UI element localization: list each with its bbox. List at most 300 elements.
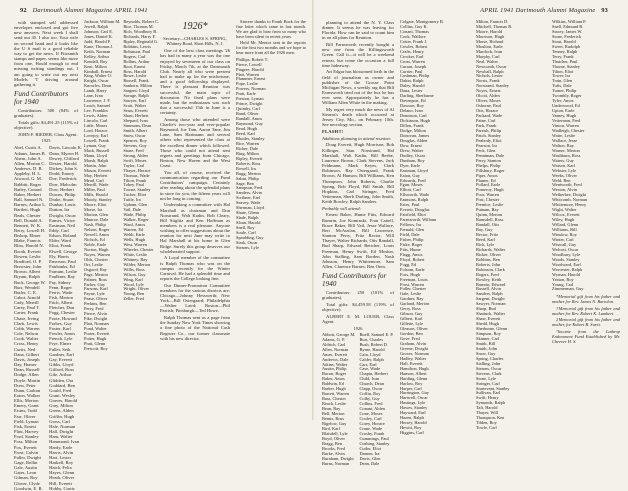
contributor-name: Powers, Norman [236,86,266,92]
contributor-name: Noyes, Warren [84,251,111,257]
right-class-year-heading: 1926 [353,325,363,331]
contributor-name: Rowley, Keith [476,276,502,282]
contributor-name: Sweet, Rudolph [552,43,581,49]
contributor-name: Eastman, Neil [49,222,76,228]
contributor-name: Bennett, W. K. [14,222,42,228]
contributor-name: Beals, Chester [14,212,41,218]
contributor-name: Ahern, John A. [14,155,42,161]
contributor-name: Parrish, Philip [476,127,502,133]
paragraph: with stamped self addressed envelopes enclosed and got five new answers. Next week I shall send out 45. I also too. Your wife on second hand and it looks like the U S mail is a good reliable way to get the news. If Fitzsmith stamps and paper, seems like more from one, Hould enough to end missing writing standings out. I am going to write out my next Models 'T driving around gathering it. [14,20,78,87]
contributor-name: Fairbanks, Ed [49,264,75,270]
contributor-name: Kendall, Roy [84,58,108,64]
contributor-name: Austin, Philip [322,366,347,372]
right-column-1 [322,20,394,466]
contributor-name: Wentworth, Fred [552,182,582,188]
contributor-name: Snow, Oscar [123,132,146,138]
contributor-name: Payne, Lyle [84,291,105,297]
contributor-name: Oliver, Moses [476,98,501,104]
contributor-name: Goodwin, E. B. [14,485,43,491]
contributor-name: Yeaton, Roy [552,276,574,282]
contributor-name: Dana, Lester [400,88,423,94]
contributor-name: Edwards, Fred [400,177,426,183]
contributor-name: Edson, Roland [49,233,77,239]
contributor-name: Tucker, Eliot [123,192,147,198]
contributor-name: Noyes, Ernest [476,88,501,94]
contributor-name: Rand, Oliver [236,111,259,117]
contributor-name: Stevens, Guy [123,142,147,148]
contributor-name: Cady, Merrill [14,300,39,306]
contributor-name: Higgins, Carl [400,430,424,436]
contributor-name: Robinson, Paul [123,48,151,54]
contributor-name: Fellows, Ira [400,222,421,228]
contributor-name: Cabot, Arnold [14,295,41,300]
contributor-name: Judd, Harold F. [84,38,111,44]
contributor-name: Lowell, Frank [84,137,109,143]
contributor-name: Burr, Wendell [14,284,40,290]
contributor-name: Bishop, Elmer [14,233,41,239]
contributor-name: Grant, Wesley [49,392,76,398]
contributor-name: Drew, Walter [400,147,424,153]
contributor-name: Prince, Dwight [236,101,263,107]
contributor-name: Fletcher, Don [49,305,75,311]
contributor-name: Smith, Bill [476,340,496,346]
contributor-name: Davis, Glen [359,455,381,461]
contributor-name: Field, Dale [400,231,420,237]
contributor-name: Farnum, Leslie [49,269,77,275]
contributor-name: Pillsbury, Roger [476,167,505,173]
contributor-name: Gleason, Oliver [400,326,428,332]
contributor-name: Fenn, Roger [49,284,72,290]
contributor-name: Gross, Carl [49,418,71,424]
contributor-name: Snow, Guy [476,350,496,356]
contributor-name: Woodbury, Lyle [552,251,581,257]
contributor-name: Stone, Lyle [476,375,496,381]
contributor-name: Page, Merton [84,271,108,277]
contributor-name: Stearns, Oscar [476,365,502,371]
contributor-name: Nash, Philip [84,222,106,228]
class-notes-paragraphs-b [160,202,230,341]
contributor-name: Eastman, Lloyd [400,167,428,173]
contributor-name: Reed, Karl [236,130,256,136]
contributor-name: Pierce, Alvin [84,311,107,317]
contributor-name: Knight, Oscar [84,78,109,84]
contributor-name: Fay, Sidney [49,279,71,285]
contributor-name: Soule, Carl [236,230,256,236]
contributor-name: Warner, Merton [552,147,580,153]
contributor-name: Dow, Herbert [49,186,75,192]
contributor-name: Porter, Everett [84,331,110,337]
contributor-name: Forbes, Guy [49,320,72,326]
contributor-name: Bass, Chester [322,396,346,402]
contributor-name: Richards, Walter [476,246,506,252]
contributor-name: Fuller, Dwight [14,454,41,460]
contributor-name: Thayer, Horace [123,167,151,173]
contributor-name: Tyler, Amos [552,98,574,104]
contributor-name: Wight, Walter [552,207,577,213]
contributor-name: Jones, Daniel K. [84,33,114,39]
paragraph: Bill Farnsworth recently bought a new one from the Killingsworth Green. Call it—it will be a weekend retreat, but come the occasion a full time hideaway. [322,42,394,68]
contributor-name: Robbins, Ben [476,256,500,262]
contributor-name: Conant, Thomas [400,28,429,34]
contributor-name: Dodge, Allen [14,372,39,378]
contributor-name: Phelps, Philip [476,162,501,168]
contributor-name: Adams, G. P. [322,336,346,342]
contributor-name: Kimball, Ernest [84,68,112,74]
contributor-name: Moore, Harold [476,28,503,34]
contributor-name: Shaw, Herbert [123,113,149,119]
contributor-name: Moore, Eliot [84,202,107,208]
paragraph: My regret very much the news of Al Stearns's death which occurred at Jersey City, Mo., on February 10th. See necrology section. [322,107,394,128]
contributor-name: Frost, Calvin [14,449,38,455]
contributor-name: Daley, Harold [400,83,425,89]
contributor-list-c [84,20,120,352]
footnote: *Memorial gift from his father and mother for Rev. James N. Bartolon. [552,294,620,305]
contributor-name: Strong, Alden [123,152,148,158]
contributor-names-2 [84,19,160,352]
contributor-name: Wheeler, Chester [123,246,154,252]
left-issue-date: APRIL 1941 [114,7,148,14]
contributor-name: Randall, Otis [476,222,500,228]
contributor-name: Cross, Warren [400,58,425,64]
contributor-name: Rice, Thomas M. [123,23,154,29]
contributor-name: Clapp, Oscar [359,386,383,392]
contributor-name: Brown, Albert [14,269,41,275]
contributor-name: Carr, Earl [359,361,377,367]
contributor-name: Rector, Fritz [476,231,499,237]
contributor-name: Atwood, G. M. [14,176,42,182]
contributor-name: Cummings, Paul [359,435,389,441]
contributor-name: Johnson, Carl E. [84,28,114,34]
contributor-name: Wolcott, Oscar [552,246,579,252]
contributor-name: Bartlett, Hugh [14,207,41,213]
contributor-name: Rich, Woodbury B. [123,28,158,34]
contributor-name: Tufts, Dale [552,83,572,89]
contributor-name: Evans, Todd [14,408,37,414]
contributor-name: Spaulding, Guy [236,234,264,240]
contributor-name: Little, Moses [84,123,108,129]
contributor-name: Osborne, Paul [476,103,501,109]
contributor-name: Washburn, Ross [552,152,581,158]
contributor-name: Harlow, Roy [400,380,423,386]
contributor-name: Snell, Roy [236,225,255,231]
contributor-name: Shaw, Everett [476,316,501,322]
contributor-name: Doyle, Martin [14,377,41,383]
contributor-name: Wing, Karl [123,276,143,282]
contributor-name: Prentice, Leslie [476,202,504,208]
left-column-4 [236,20,306,414]
contributor-name: Russell, Alvin [476,286,501,292]
contributor-name: Damon, Ira [359,450,380,456]
contributor-name: Sanders, Alvin [236,190,262,196]
contributor-name: Hanson, Albert [400,370,427,376]
contributor-name: Crocker, Earl [400,53,424,59]
contributor-name: Waters, Guy [552,157,574,163]
contributor-name: Buell, Samuel E. P. [359,331,394,337]
contributor-list-d [123,20,159,352]
contributor-name: Emerson, Paul [49,258,76,264]
contributor-name: Smith, Albert [123,127,147,133]
contributor-name: Scribner, Earl [236,195,261,201]
paragraph: planning to attend the N. Y. Class dinner. It seems he was leaving for Florida. How can he said to count him in on all plans for Reunion. [322,20,394,41]
right-contributor-list-c [400,20,470,436]
contributor-name: Colby, Guy [359,396,380,402]
contributor-name: Norstrand, Stanley [476,83,509,89]
contributor-name: Mitchell, Thomas R. [476,23,513,29]
contributor-name: Taylor, Carl [123,162,145,168]
contributor-name: Dwight, Oscar [49,212,76,218]
contributor-name: Pierce, Lowell [236,61,262,67]
contributor-name: Seavey, Wade [236,200,261,206]
contributor-name: Munroe, Dale [84,217,109,223]
contributor-name: Paine, Carl [476,118,496,124]
contributor-name: Curtis, Ned [14,346,36,352]
contributor-name: Lee, Franklin [84,108,108,114]
memorial-footnotes [552,295,620,344]
contributor-name: Walton, Ray [552,142,574,148]
contributor-name: Orr, Leslie [84,261,103,267]
contributor-name: Reed, Karl [476,236,496,242]
contributor-name: Bell, Donald A. [14,217,43,223]
contributor-name: Foss, Hugh [400,271,421,277]
contributor-name: Freeman, Louis [400,276,428,282]
contributor-name: Gibson, Guy [400,311,423,317]
fund-summary-line: Contributors: 250 (101% of graduates). [322,290,394,301]
contributor-name: Webb, Earle [123,231,145,237]
class-year-heading: 1925 [41,138,51,144]
contributor-name: Wilcox, Everett [552,212,580,218]
contributor-name: Field, Lyman [14,418,39,424]
contributor-name: Sharp, Bud [476,306,496,312]
contributor-name: Upton, Earle [552,108,575,114]
contributor-name: Martin, John [84,162,107,168]
contributor-name: Wilder, Merton [123,261,151,267]
contributor-name: Woodward, Earl [552,261,581,267]
contributor-name: Hayward, Earl [400,410,426,416]
left-column-2 [84,19,160,414]
contributor-name: Sears, Everett [123,108,148,114]
contributor-name: Towle, Carl [476,425,497,431]
contributor-name: Stacey, James W. [552,28,583,34]
contributor-name: Fuller, Seth [49,346,71,352]
contributor-name: Andrews, Dale [322,356,349,362]
contributor-name: Bliss, Harold N. [14,243,44,249]
contributor-name: Hale, Norman [49,423,76,429]
contributor-name: Shedd, Hugh [476,321,499,327]
contributor-name: Barrett, Warren [322,391,350,397]
contributor-name: Dennison, Carl [400,113,427,119]
contributor-name: Lamb, Harry [84,88,107,94]
probably-attendees: Ernest Baker, Hume Fitts, Edward Rumrin, Joe Kominski, Fran Cattell, Brace Baker, Bill Vail, Jesse Wallace, Bert McAuslan, Bill Lawrence, Stanton Perry, Fritz Rector, Will Thayer, Walter Richards, Otis Randall, Bud Sharp, Edward Bettcher, Louis Freeman, Henry Swift, Ed Mosher, John Stalling, Sam Borden, Nash Johnson, Henry Whittemore, Sam Allen, Clarence Barnes, Ben Oren. [322,212,394,270]
contributor-name: Hayes, Glenn [49,470,75,476]
contributor-name: Baldwin, Ed [322,381,344,387]
paragraph: Ralph Thomas sent us a page from the Sunday New York Times showing a fine photo of the National Cash Register Co., our former classmate with his new director. [160,315,230,341]
contributor-name: Hewitt, Roy [400,425,422,431]
contributor-name: Towne, Stanley [123,187,151,193]
contributor-name: Tower, Ira [552,73,571,79]
contributor-name: Thayer, Will [476,410,498,416]
fund-contributors-heading: Fund Contributors for 1940 [14,90,69,107]
contributor-name: Hall, Dwight [49,429,74,435]
contributor-name: Wilson, Guy [123,271,146,277]
contributor-name: West, Warren [123,241,147,247]
contributor-name: Fitch, Albert [49,300,73,306]
contributor-name: Bird, Karl [322,425,340,431]
contributor-name: Ames, Everett [322,351,348,357]
contributor-name: Wiswall, Guy [552,241,577,247]
contributor-name: Bush, Robert D. [359,341,389,347]
contributor-names [14,145,83,491]
contributor-name: Putnam, Ray [476,207,499,213]
contributor-name: Spencer, Roy [123,137,147,143]
right-contributor-list-e [552,20,620,292]
contributor-name: Glidden, Ora [49,377,74,383]
contributor-name: Babbitt, Roger [14,181,42,187]
contributor-name: Young, Ben [123,291,145,297]
contributor-name: Thomas, Wade [123,172,150,178]
fund-summary-line: ALBERT E. M. LOUER, Class Agent. [322,313,394,324]
contributor-name: Otis, Horace [476,108,499,114]
contributor-name: Ring, Milton [236,150,259,156]
contributor-name: Griffin, Hugh [49,413,75,419]
contributor-name: Mack, Russell [84,147,110,153]
contributor-name: Estes, Paul [400,202,420,208]
contributor-name: Pope, Leslie [236,81,258,87]
contributor-list-b [49,145,82,490]
contributor-name: Peck, Glen [476,147,496,153]
contributor-name: Cutler, Eliot [359,445,382,451]
contributor-name: Burns, Norman [322,460,350,466]
contributor-name: Dow, Ernest [400,142,422,148]
contributor-name: Fowler, Amos [49,331,76,337]
contributor-name: Gifford, Ross [49,367,75,373]
contributor-name: Norton, Hugh [84,246,109,252]
contributor-name: Pike, Dwight [84,316,108,322]
contributor-name: Hartwell, Oscar [400,395,428,401]
contributor-name: Swift, Henry [476,395,499,401]
contributor-name: Parsons, Karl [84,286,108,292]
contributor-name: Neal, Walter [476,58,498,64]
contributor-name: Nichols, Ed [84,236,105,242]
contributor-name: Dickey, John S. [49,166,78,172]
contributor-name: Stalling, John [476,360,501,366]
contributor-name: Cushing, Stanley [359,440,390,446]
contributor-name: Wilkins, William P. [552,19,587,24]
contributor-name: Stone, Fred [123,147,144,153]
contributor-name: Perkins, Ben [84,301,107,307]
contributor-name: Hawes, Stanley [400,405,428,411]
class-notes-paragraphs [160,48,230,201]
contributor-name: Potter, Hugh [84,336,107,341]
contributor-name: Ferris, Wade [49,289,73,295]
contributor-name: Morrison, Hugh [476,33,505,39]
right-folio: 93 [601,7,608,14]
contributor-name: Hastings, Lyle [400,400,426,406]
contributor-name: Burnham, Dwight [322,455,354,461]
contributor-name: Upham, Glen [123,202,147,208]
contributor-name: Tenney, Ralph [552,48,578,54]
contributor-name: Pratt, Glenn [84,340,106,346]
contributor-name: Allen, Morton C. [14,160,46,166]
contributor-name: Fisk, Ernest [14,423,36,429]
contributor-name: Willard, Glenn [552,222,579,228]
contributor-name: Prescott, Roy [84,345,108,351]
contributor-name: Elwell, George [49,248,77,254]
contributor-name: Gray, Milton [49,403,73,409]
contributor-name: Tilden, Roy [476,420,497,426]
contributor-name: Dodd, Emory [49,171,75,177]
contributor-name: Bradford, O. P. [14,258,42,264]
contributor-name: Foster, Karl [49,325,71,331]
contributor-name: Nelson, Roger [84,227,110,233]
contributor-name: Wyman, Harold [552,271,581,277]
contributor-name: Walker, Roger [123,217,149,223]
contributor-name: Day, Homer [14,362,37,368]
contributor-name: Chapin, Herbert [359,371,388,377]
contributor-name: Dickinson, Hugh [400,118,431,124]
contributor-name: Gale, Leslie [400,291,422,297]
contributor-name: Ball, Samuel N. [14,197,44,203]
left-col1-paragraphs [14,20,78,87]
left-folio: 92 [20,7,27,14]
fund-summary [14,108,78,137]
contributor-name: Kent, Milton [84,63,107,69]
contributor-name: Fogg, Ed [400,261,417,267]
contributor-name: Randall, Amos [236,116,263,122]
contributor-name: Floyd, Robert [400,256,425,262]
contributor-name: Baker, Herbert [14,191,42,197]
contributor-name: Rollins, Arthur [123,58,150,64]
fund-summary-line: JOHN F. RIEDER, Class Agent. [18,131,78,137]
right-running-head [480,7,612,14]
contributor-name: Mason, Everett [84,167,111,173]
contributor-name: Glover, Clyde [14,480,40,486]
contributor-name: Sanders, Ralph [476,291,503,297]
contributor-name: Rich, Lyle [476,241,495,247]
contributor-name: Eaton, Walker [14,392,41,398]
contributor-name: Penniman, Dale [476,152,505,158]
contributor-name: Colgate, Montgomery B. [400,19,444,24]
contributor-name: Rumrin, Edward [476,281,506,287]
contributor-name: Aldrich, Carl [322,341,346,347]
contributor-name: Lane, Ivan [84,93,103,99]
contributor-name: Dunham, Roy [400,157,425,163]
contributor-name: Ellsworth, Wade [400,192,430,198]
contributor-name: Burt, Charles [359,336,383,342]
contributor-name: Donovan, James [400,132,430,138]
contributor-list-a [14,145,46,490]
contributor-name: Ely, Harris [49,253,70,259]
contributor-name: Ripley, Everett [236,155,263,161]
contributor-name: Ham, Walter [49,434,73,440]
contributor-name: Worcester, Ralph [552,266,583,272]
contributor-name: Slade, Ralph [236,215,259,221]
contributor-name: Swift, Moses [123,157,147,163]
right-fund-summary [322,290,394,324]
right-issue-date: APRIL 1941 [480,7,514,14]
contributor-name: Beach, Leslie [322,401,346,407]
right-contributor-names [322,333,394,467]
contributor-name: Ford, Stanley [14,434,39,440]
contributor-name: Farnsworth, William [400,217,437,223]
contributor-name: Wells, Hugh [123,236,146,242]
contributor-name: Lord, Horace [84,127,108,133]
contributor-name: Sawyer, Norman [476,301,506,307]
contributor-name: Frye, Elmer [49,341,72,347]
contributor-name: Garland, Merton [400,301,430,307]
contributor-name: Vinton, Warren [552,123,579,129]
contributor-name: Packard, Wade [476,113,503,119]
contributor-name: Skinner, Carl [476,336,500,341]
